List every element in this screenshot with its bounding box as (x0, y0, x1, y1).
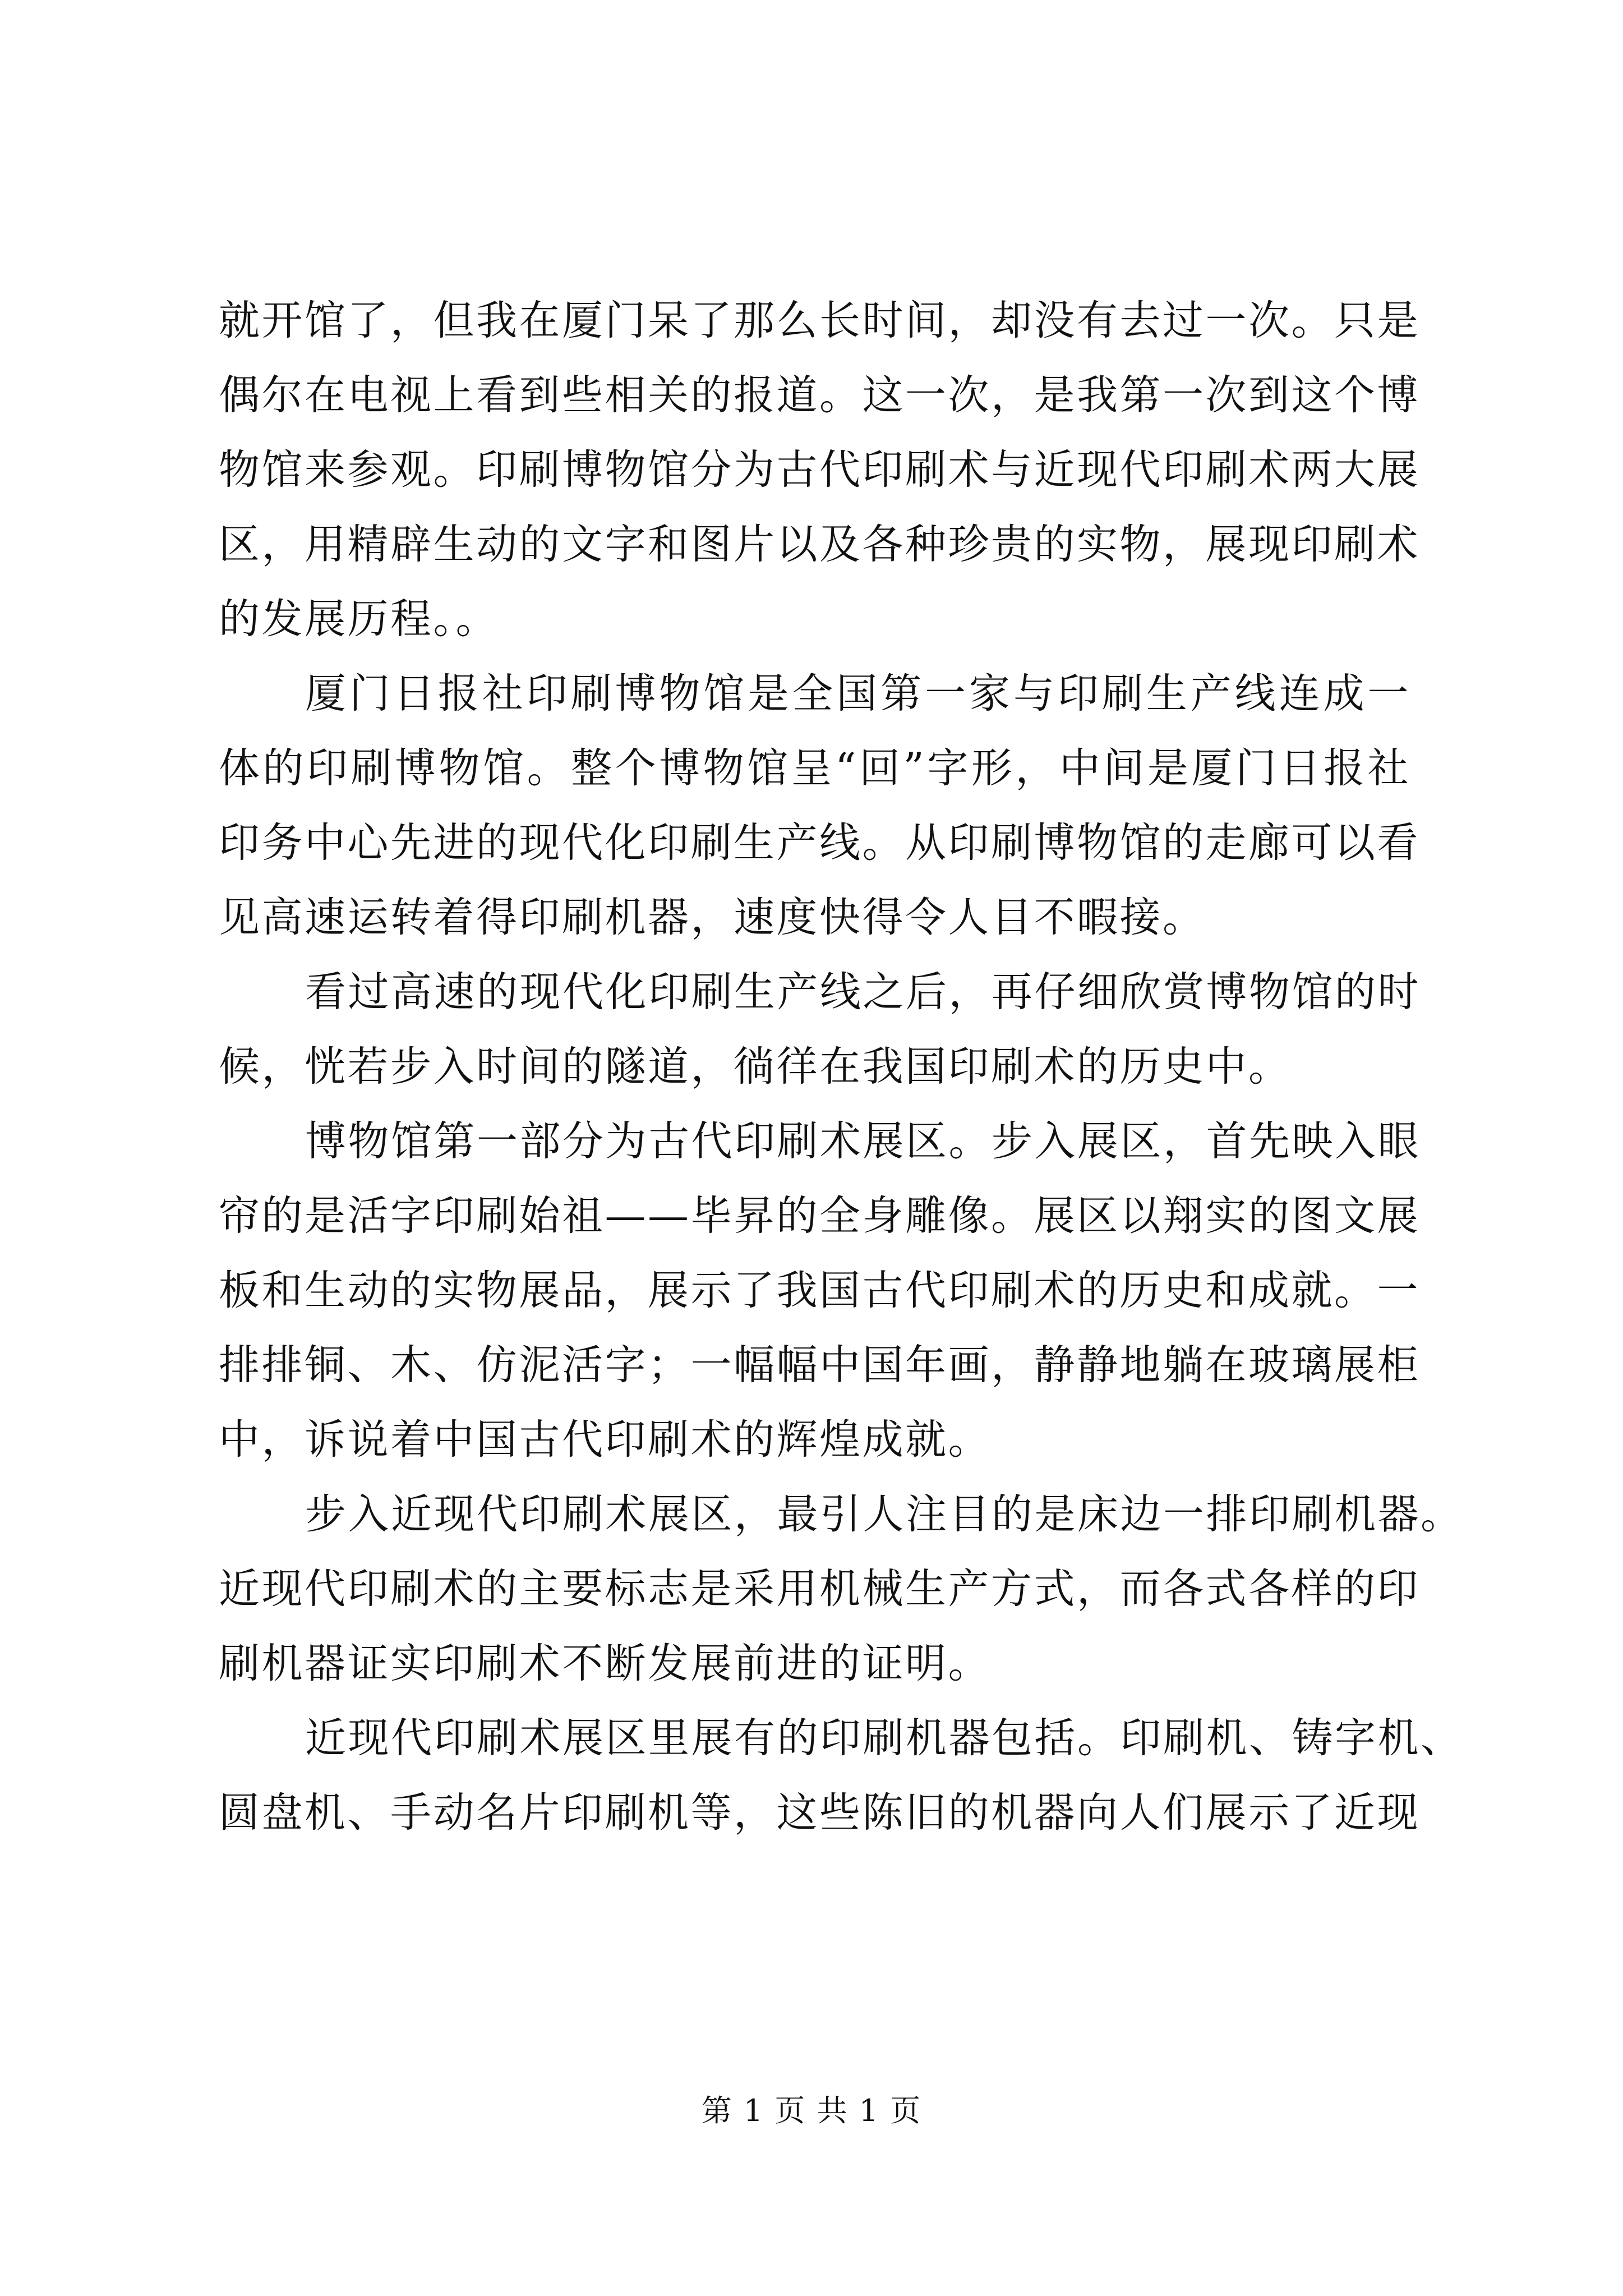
page-footer: 第 1 页 共 1 页 (701, 2093, 922, 2128)
text-line: 帘的是活字印刷始祖——毕昇的全身雕像。展区以翔实的图文展 (219, 1192, 1420, 1240)
text-line: 中，诉说着中国古代印刷术的辉煌成就。 (219, 1416, 991, 1464)
text-line: 排排铜、木、仿泥活字；一幅幅中国年画，静静地躺在玻璃展柜 (219, 1341, 1420, 1389)
text-line: 近现代印刷术的主要标志是采用机械生产方式，而各式各样的印 (219, 1565, 1420, 1613)
paragraph-first-line: 看过高速的现代化印刷生产线之后，再仔细欣赏博物馆的时 (305, 968, 1421, 1016)
paragraph-first-line: 厦门日报社印刷博物馆是全国第一家与印刷生产线连成一 (305, 670, 1410, 717)
text-line: 板和生动的实物展品，展示了我国古代印刷术的历史和成就。一 (219, 1267, 1420, 1314)
body-text (219, 283, 1464, 1850)
text-line: 印务中心先进的现代化印刷生产线。从印刷博物馆的走廊可以看 (219, 819, 1420, 867)
text-line: 物馆来参观。印刷博物馆分为古代印刷术与近现代印刷术两大展 (219, 446, 1420, 494)
text-line: 就开馆了，但我在厦门呆了那么长时间，却没有去过一次。只是 (219, 297, 1420, 344)
text-line: 圆盘机、手动名片印刷机等，这些陈旧的机器向人们展示了近现 (219, 1789, 1420, 1837)
text-line: 见高速运转着得印刷机器，速度快得令人目不暇接。 (219, 894, 1206, 941)
text-line: 体的印刷博物馆。整个博物馆呈“回”字形，中间是厦门日报社 (219, 744, 1410, 792)
text-line: 的发展历程。。 (219, 595, 499, 643)
paragraph-first-line: 步入近现代印刷术展区，最引人注目的是床边一排印刷机器。 (305, 1490, 1464, 1538)
text-line: 候，恍若步入时间的隧道，徜徉在我国印刷术的历史中。 (219, 1043, 1292, 1091)
paragraph-first-line: 近现代印刷术展区里展有的印刷机器包括。印刷机、铸字机、 (305, 1714, 1464, 1762)
paragraph-first-line: 博物馆第一部分为古代印刷术展区。步入展区，首先映入眼 (305, 1117, 1421, 1165)
text-line: 区，用精辟生动的文字和图片以及各种珍贵的实物，展现印刷术 (219, 521, 1420, 568)
text-line: 刷机器证实印刷术不断发展前进的证明。 (219, 1640, 991, 1687)
text-line: 偶尔在电视上看到些相关的报道。这一次，是我第一次到这个博 (219, 371, 1420, 419)
